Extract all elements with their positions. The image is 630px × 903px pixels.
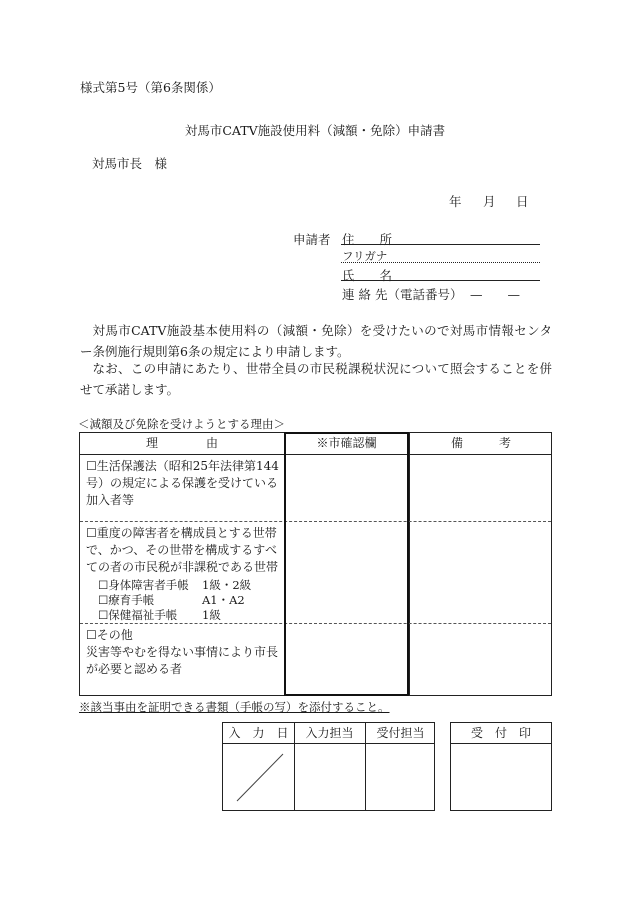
reason-disability-checkbox[interactable]: ☐重度の障害者を構成員とする世帯で、かつ、その世帯を構成するすべての者の市民税が非課税である世帯 bbox=[86, 526, 279, 574]
header-remarks: 備 考 bbox=[450, 436, 511, 450]
furigana-line bbox=[341, 262, 540, 263]
body-paragraph-1: 対馬市CATV施設基本使用料の（減額・免除）を受けたいので対馬市情報センター条例施行規則第6条の規定により申請します。 bbox=[80, 323, 552, 359]
processing-box bbox=[222, 722, 435, 811]
reception-person-header: 受付担当 bbox=[376, 726, 425, 740]
address-label: 住 所 bbox=[342, 232, 393, 247]
header-confirm: ※市確認欄 bbox=[316, 436, 377, 450]
reasons-heading: ＜減額及び免除を受けようとする理由＞ bbox=[78, 417, 285, 431]
phone-dashes: — — bbox=[470, 287, 521, 302]
handbook-physical-grade: 1級・2級 bbox=[202, 578, 252, 592]
handbook-physical-checkbox[interactable]: ☐身体障害者手帳 bbox=[98, 578, 189, 592]
input-date-header: 入 力 日 bbox=[228, 726, 289, 740]
handbook-mental-checkbox[interactable]: ☐保健福祉手帳 bbox=[98, 608, 178, 622]
input-person-header: 入力担当 bbox=[305, 726, 354, 740]
date-month: 月 bbox=[483, 194, 496, 209]
address-line bbox=[341, 244, 540, 245]
reason-welfare-checkbox[interactable]: ☐生活保護法（昭和25年法律第144号）の規定による保護を受けている加入者等 bbox=[86, 459, 279, 507]
attachment-note: ※該当事由を証明できる書類（手帳の写）を添付すること。 bbox=[79, 700, 390, 714]
furigana-label: フリガナ bbox=[342, 249, 388, 263]
reasons-table bbox=[79, 432, 552, 696]
date-year: 年 bbox=[449, 194, 462, 209]
document-title: 対馬市CATV施設使用料（減額・免除）申請書 bbox=[184, 123, 446, 138]
city-confirm-column bbox=[284, 432, 409, 696]
reason-other-checkbox[interactable]: ☐その他 bbox=[86, 628, 133, 642]
date-day: 日 bbox=[516, 194, 529, 209]
reception-seal-box bbox=[450, 722, 552, 811]
header-reason: 理 由 bbox=[145, 436, 218, 450]
body-paragraph-2: なお、この申請にあたり、世帯全員の市民税課税状況について照会することを併せて承諾します。 bbox=[80, 361, 552, 397]
name-label: 氏 名 bbox=[342, 268, 393, 283]
applicant-label: 申請者 bbox=[293, 232, 331, 247]
addressee: 対馬市長 様 bbox=[92, 156, 168, 171]
diagonal-strike-line bbox=[223, 743, 294, 811]
name-line bbox=[341, 280, 540, 281]
handbook-rehab-checkbox[interactable]: ☐療育手帳 bbox=[98, 593, 155, 607]
handbook-mental-grade: 1級 bbox=[202, 608, 221, 622]
handbook-rehab-grade: A1・A2 bbox=[202, 593, 245, 607]
contact-label: 連 絡 先（電話番号） bbox=[342, 287, 463, 302]
form-number: 様式第5号（第6条関係） bbox=[80, 80, 221, 95]
reception-seal-header: 受 付 印 bbox=[470, 726, 531, 740]
reason-other-text: 災害等やむを得ない事情により市長が必要と認める者 bbox=[86, 645, 279, 676]
